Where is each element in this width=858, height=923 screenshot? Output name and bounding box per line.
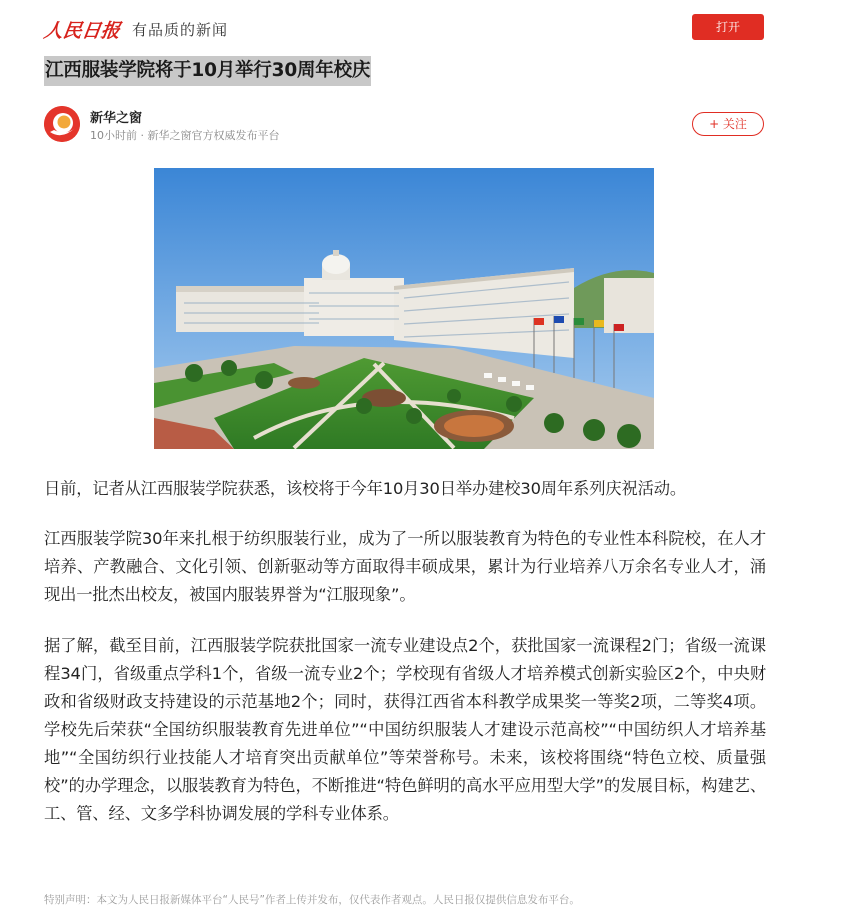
author-meta <box>90 127 280 143</box>
logo-wordmark: 人民日报 <box>42 19 122 42</box>
follow-button[interactable]: + 关注 <box>692 112 764 136</box>
article-title: 江西服装学院将于10月举行30周年校庆 <box>44 56 371 86</box>
author-logo-icon <box>44 106 80 142</box>
campus-photo-illustration <box>154 168 654 449</box>
logo-slogan: 有品质的新闻 <box>132 20 229 39</box>
top-bar <box>0 0 858 52</box>
article-photo <box>154 168 654 449</box>
logo[interactable] <box>44 16 228 42</box>
publish-time: 10小时前 <box>90 129 137 142</box>
avatar[interactable] <box>44 106 80 142</box>
meta-separator: · <box>140 129 148 142</box>
title-wrap <box>44 56 371 86</box>
article-paragraph-3: 据了解，截至目前，江西服装学院获批国家一流专业建设点2个，获批国家一流课程2门；省级一流课程34门，省级重点学科1个，省级一流专业2个；学校现有省级人才培养模式创新实验区2个，中央财政和省级财政支持建设的示范基地2个；同时，获得江西省本科教学成果奖一等奖2项，二等奖4项。学校先后荣获“全国纺织服装教育先进单位”“中国纺织服装人才建设示范高校”“中国纺织人才培养基地”“全国纺织行业技能人才培育突出贡献单位”等荣誉称号。未来，该校将围绕“特色立校、质量强校”的办学理念，以服装教育为特色，不断推进“特色鲜明的高水平应用型大学”的发展目标，构建艺、工、管、经、文多学科协调发展的学科专业体系。 <box>44 636 766 823</box>
article-paragraph-1: 日前，记者从江西服装学院获悉，该校将于今年10月30日举办建校30周年系列庆祝活动。 <box>44 479 686 498</box>
open-app-button[interactable]: 打开 <box>692 14 764 40</box>
author-name[interactable]: 新华之窗 <box>90 111 143 126</box>
disclaimer: 特别声明：本文为人民日报新媒体平台“人民号”作者上传并发布，仅代表作者观点。人民日报仅提供信息发布平台。 <box>44 894 580 906</box>
article-paragraph-2: 江西服装学院30年来扎根于纺织服装行业，成为了一所以服装教育为特色的专业性本科院校，在人才培养、产教融合、文化引领、创新驱动等方面取得丰硕成果，累计为行业培养八万余名专业人才，涌现出一批杰出校友，被国内服装界誉为“江服现象”。 <box>44 529 766 604</box>
author-source: 新华之窗官方权威发布平台 <box>147 129 280 142</box>
